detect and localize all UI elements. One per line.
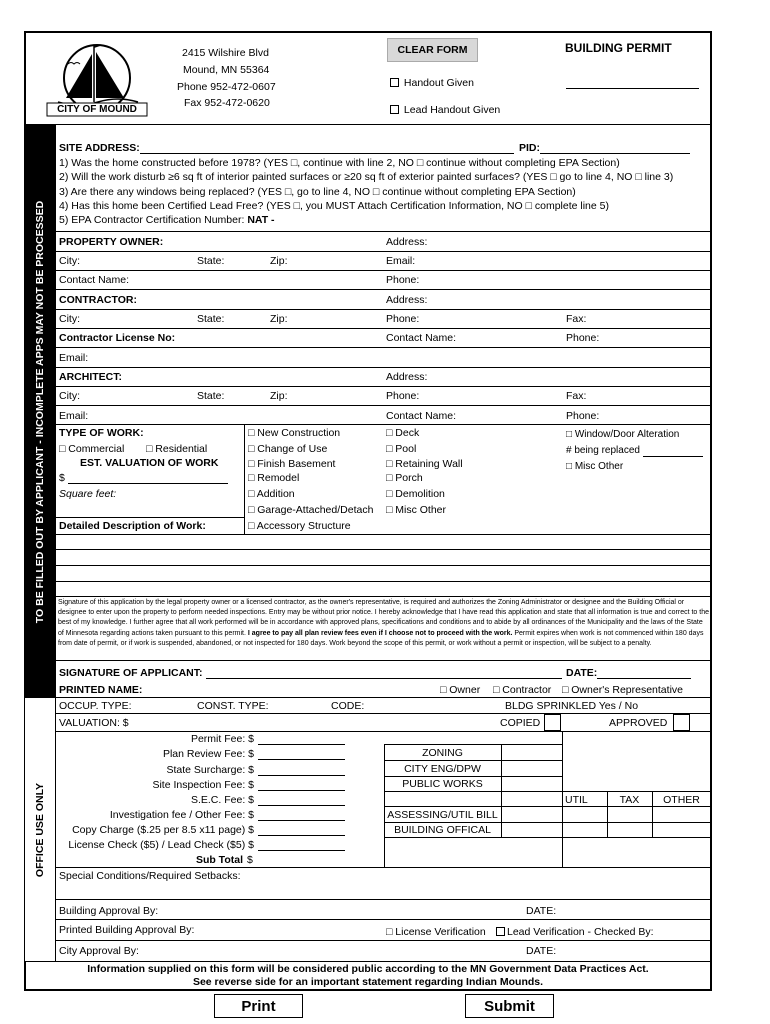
- legal-part2: Permit expires when work is not commenced within 180 days from date of permit, or if work is suspended, abandoned, or not inspected for 180 days. Work beyond the scope of this permit, or work without a permit or inspection, will be subject to a penalty.: [58, 629, 704, 647]
- question-4: 4) Has this home been Certified Lead Free? (YES □, you MUST Attach Certification Information, NO □ complete line 5): [59, 200, 609, 212]
- accessory-structure-label: Accessory Structure: [256, 520, 351, 532]
- logo-text: CITY OF MOUND: [57, 104, 137, 115]
- architect-city-label: City:: [59, 390, 80, 402]
- commercial-option[interactable]: □ Commercial: [59, 443, 125, 455]
- plan-review-fee-label: Plan Review Fee: $: [162, 748, 254, 760]
- printed-building-approval-label: Printed Building Approval By:: [59, 924, 195, 936]
- contractor-fax-label: Fax:: [566, 313, 587, 325]
- architect-label: ARCHITECT:: [59, 371, 122, 383]
- role-contractor-label: Contractor: [502, 684, 552, 696]
- print-button[interactable]: Print: [214, 994, 303, 1018]
- work-accessory-structure[interactable]: □ Accessory Structure: [248, 520, 351, 532]
- dept-assessing: ASSESSING/UTIL BILL: [387, 809, 498, 821]
- deck-label: Deck: [395, 427, 420, 439]
- pid-label: PID:: [519, 142, 540, 154]
- lead-handout-checkbox[interactable]: [390, 105, 399, 114]
- owner-phone-label: Phone:: [386, 274, 420, 286]
- contractor-address-label: Address:: [386, 294, 428, 306]
- new-construction-label: New Construction: [257, 427, 341, 439]
- valuation-label: VALUATION: $: [59, 717, 129, 729]
- bldg-sprinkled-label: BLDG SPRINKLED Yes / No: [505, 700, 639, 712]
- lead-handout-given: [390, 104, 500, 116]
- garage-label: Garage-Attached/Detach: [257, 504, 374, 516]
- special-conditions-label: Special Conditions/Required Setbacks:: [59, 870, 241, 882]
- q5-value: NAT -: [247, 214, 275, 226]
- signature-date-label: DATE:: [566, 667, 598, 679]
- dept-public-works: PUBLIC WORKS: [402, 778, 483, 790]
- misc-other-2-label: Misc Other: [574, 461, 624, 472]
- work-finish-basement[interactable]: □ Finish Basement: [248, 458, 336, 470]
- demolition-label: Demolition: [395, 488, 445, 500]
- pool-label: Pool: [395, 443, 417, 455]
- investigation-fee-label: Investigation fee / Other Fee: $: [109, 809, 254, 821]
- lead-verification-option[interactable]: [496, 926, 654, 938]
- license-verification-option[interactable]: □ License Verification: [386, 926, 486, 938]
- work-misc-other-2[interactable]: □ Misc Other: [566, 461, 624, 472]
- handout-given: [390, 77, 474, 89]
- architect-zip-label: Zip:: [270, 390, 288, 402]
- residential-label: Residential: [155, 443, 208, 455]
- contractor-contact-phone-label: Phone:: [566, 332, 600, 344]
- contractor-contact-label: Contact Name:: [386, 332, 457, 344]
- subtotal-label: Sub Total: [195, 854, 243, 866]
- legal-statement: [58, 598, 710, 649]
- lead-handout-label: Lead Handout Given: [403, 104, 501, 116]
- building-approval-date-label: DATE:: [526, 905, 557, 917]
- type-of-work-label: TYPE OF WORK:: [59, 427, 144, 439]
- window-door-label: Window/Door Alteration: [574, 429, 680, 440]
- legal-part1: Signature of this application by the legal property owner or a licensed contractor, as the owner's representative, is required and authorizes the Zoning Administrator or designee and the Building Official or designee to enter upon the property to perform needed inspections. Entry may be without prior notice. I hereby acknowledge that I have read this application and state that all information is true and correct to the best of my knowledge. I further agree that all work performed will be in accordance with approved plans, specifications and conditions and to abide by all ordinances of the Municipality and the laws of the State of Minnesota regarding actions taken pursuant to this permit.: [58, 599, 709, 637]
- architect-state-label: State:: [197, 390, 225, 402]
- sec-fee-label: S.E.C. Fee: $: [190, 794, 254, 806]
- lead-verification-label: Lead Verification - Checked By:: [507, 926, 654, 938]
- signature-label: SIGNATURE OF APPLICANT:: [59, 667, 203, 679]
- contractor-email-label: Email:: [59, 352, 89, 364]
- work-porch[interactable]: □ Porch: [386, 472, 423, 484]
- address-line1: 2415 Wilshire Blvd: [182, 47, 269, 59]
- util-label: UTIL: [565, 794, 588, 806]
- license-check-label: License Check ($5) / Lead Check ($5) $: [68, 839, 254, 851]
- copied-label: COPIED: [500, 717, 541, 729]
- change-of-use-label: Change of Use: [257, 443, 328, 455]
- porch-label: Porch: [395, 472, 423, 484]
- handout-label: Handout Given: [403, 77, 474, 89]
- copy-charge-label: Copy Charge ($.25 per 8.5 x11 page) $: [72, 824, 254, 836]
- est-valuation-label: EST. VALUATION OF WORK: [80, 457, 219, 469]
- applicant-side-label: TO BE FILLED OUT BY APPLICANT - INCOMPLETE APPS MAY NOT BE PROCESSED: [25, 125, 55, 698]
- dept-zoning: ZONING: [422, 747, 463, 759]
- city-approval-date-label: DATE:: [526, 945, 557, 957]
- addition-label: Addition: [256, 488, 295, 500]
- work-retaining-wall[interactable]: □ Retaining Wall: [386, 458, 463, 470]
- state-surcharge-label: State Surcharge: $: [166, 764, 254, 776]
- dept-building-official: BUILDING OFFICAL: [394, 824, 491, 836]
- property-owner-label: PROPERTY OWNER:: [59, 236, 164, 248]
- detailed-description-label: Detailed Description of Work:: [59, 520, 206, 532]
- approved-checkbox[interactable]: [673, 714, 690, 731]
- work-garage[interactable]: □ Garage-Attached/Detach: [248, 504, 374, 516]
- city-phone: Phone 952-472-0607: [177, 81, 276, 93]
- q5-label: 5) EPA Contractor Certification Number:: [59, 214, 245, 226]
- subtotal-dollar: $: [247, 854, 253, 866]
- question-2: 2) Will the work disturb ≥6 sq ft of interior painted surfaces or ≥20 sq ft of exterior painted surfaces? (YES □ go to line 4, NO □ line 3): [59, 171, 674, 183]
- being-replaced-label: # being replaced: [566, 445, 640, 456]
- residential-option[interactable]: □ Residential: [146, 443, 208, 455]
- office-side-label: OFFICE USE ONLY: [25, 698, 55, 962]
- owner-state-label: State:: [197, 255, 225, 267]
- approved-label: APPROVED: [609, 717, 668, 729]
- square-feet-label: Square feet:: [59, 488, 117, 500]
- address-line2: Mound, MN 55364: [183, 64, 270, 76]
- owner-city-label: City:: [59, 255, 80, 267]
- code-label: CODE:: [331, 700, 365, 712]
- license-verification-label: License Verification: [395, 926, 486, 938]
- tax-label: TAX: [619, 794, 640, 806]
- license-label: Contractor License No:: [59, 332, 176, 344]
- architect-contact-label: Contact Name:: [386, 410, 457, 422]
- owner-address-label: Address:: [386, 236, 428, 248]
- role-owners-rep[interactable]: □ Owner's Representative: [562, 684, 683, 696]
- architect-phone-label: Phone:: [386, 390, 420, 402]
- owner-contact-label: Contact Name:: [59, 274, 130, 286]
- handout-checkbox[interactable]: [390, 78, 399, 87]
- work-deck[interactable]: □ Deck: [386, 427, 420, 439]
- being-replaced: [566, 445, 703, 457]
- work-new-construction[interactable]: □ New Construction: [248, 427, 341, 439]
- role-owner[interactable]: □ Owner: [440, 684, 481, 696]
- lead-verification-checkbox[interactable]: [496, 927, 505, 936]
- remodel-label: Remodel: [257, 472, 300, 484]
- footer-line2: See reverse side for an important statement regarding Indian Mounds.: [192, 976, 544, 988]
- misc-other-label: Misc Other: [395, 504, 447, 516]
- contractor-city-label: City:: [59, 313, 80, 325]
- footer-line1: Information supplied on this form will be considered public according to the MN Government Data Practices Act.: [87, 963, 649, 975]
- work-remodel[interactable]: □ Remodel: [248, 472, 300, 484]
- work-change-of-use[interactable]: □ Change of Use: [248, 443, 328, 455]
- const-type-label: CONST. TYPE:: [197, 700, 269, 712]
- architect-address-label: Address:: [386, 371, 428, 383]
- owner-zip-label: Zip:: [270, 255, 288, 267]
- question-3: 3) Are there any windows being replaced? (YES □, go to line 4, NO □ continue without completing EPA Section): [59, 186, 576, 198]
- dept-city-eng: CITY ENG/DPW: [404, 763, 481, 775]
- contractor-label: CONTRACTOR:: [59, 294, 137, 306]
- contractor-phone-label: Phone:: [386, 313, 420, 325]
- copied-checkbox[interactable]: [544, 714, 561, 731]
- contractor-zip-label: Zip:: [270, 313, 288, 325]
- legal-bold: I agree to pay all plan review fees even if I choose not to proceed with the work.: [247, 629, 513, 637]
- work-misc-other[interactable]: □ Misc Other: [386, 504, 447, 516]
- other-label: OTHER: [663, 794, 700, 806]
- work-window-door[interactable]: □ Window/Door Alteration: [566, 429, 680, 440]
- city-fax: Fax 952-472-0620: [184, 97, 270, 109]
- contractor-state-label: State:: [197, 313, 225, 325]
- city-logo: [44, 40, 150, 120]
- retaining-wall-label: Retaining Wall: [395, 458, 463, 470]
- work-pool[interactable]: □ Pool: [386, 443, 417, 455]
- finish-basement-label: Finish Basement: [257, 458, 336, 470]
- valuation-dollar: $: [59, 472, 65, 484]
- work-addition[interactable]: □ Addition: [248, 488, 295, 500]
- permit-fee-label: Permit Fee: $: [190, 733, 254, 745]
- architect-phone-label: Phone:: [566, 410, 600, 422]
- question-5: [59, 214, 275, 226]
- owners-rep-label: Owner's Representative: [571, 684, 683, 696]
- submit-button[interactable]: Submit: [465, 994, 554, 1018]
- question-1: 1) Was the home constructed before 1978? (YES □, continue with line 2, NO □ continue without completing EPA Section): [59, 157, 620, 169]
- site-inspection-fee-label: Site Inspection Fee: $: [152, 779, 254, 791]
- page-title: BUILDING PERMIT: [565, 41, 672, 55]
- clear-form-button[interactable]: CLEAR FORM: [387, 38, 478, 62]
- role-contractor[interactable]: □ Contractor: [493, 684, 552, 696]
- architect-email-label: Email:: [59, 410, 89, 422]
- site-address-label: SITE ADDRESS:: [59, 142, 140, 154]
- architect-fax-label: Fax:: [566, 390, 587, 402]
- city-approval-label: City Approval By:: [59, 945, 139, 957]
- owner-label: Owner: [449, 684, 481, 696]
- building-approval-label: Building Approval By:: [59, 905, 159, 917]
- owner-email-label: Email:: [386, 255, 416, 267]
- work-demolition[interactable]: □ Demolition: [386, 488, 445, 500]
- printed-name-label: PRINTED NAME:: [59, 684, 143, 696]
- commercial-label: Commercial: [68, 443, 125, 455]
- occup-type-label: OCCUP. TYPE:: [59, 700, 132, 712]
